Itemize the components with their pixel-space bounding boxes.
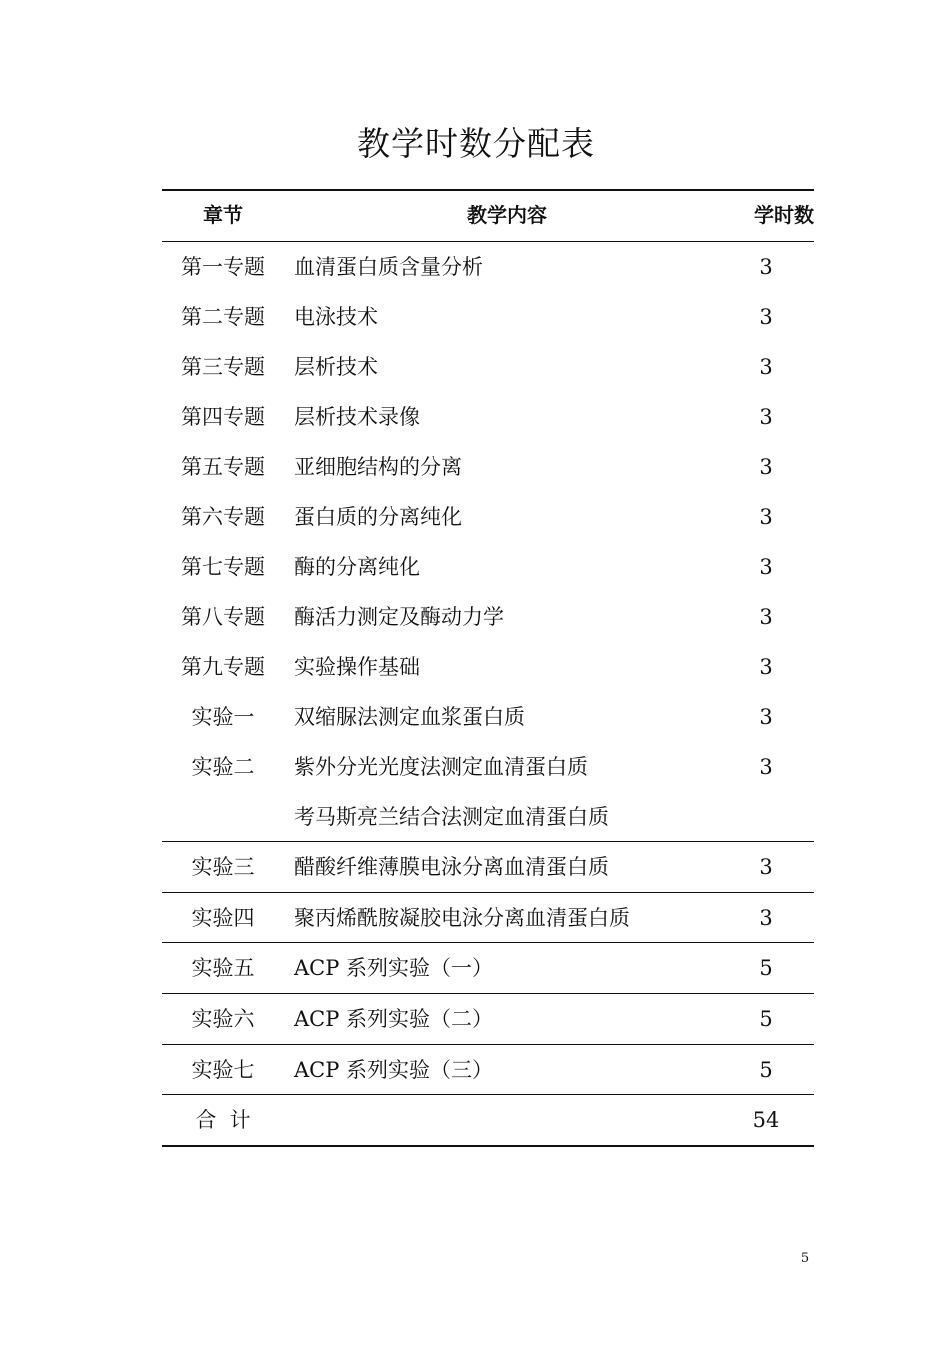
- total-hours: 54: [752, 1108, 780, 1132]
- table-row: [162, 292, 814, 342]
- row-content: ACP 系列实验（三）: [294, 1058, 494, 1082]
- row-content: 聚丙烯酰胺凝胶电泳分离血清蛋白质: [294, 906, 630, 930]
- row-chapter: 实验一: [191, 705, 255, 729]
- row-chapter: 第四专题: [181, 405, 265, 429]
- table-row: [162, 742, 814, 792]
- row-chapter: 实验四: [191, 906, 255, 930]
- row-chapter: 实验七: [191, 1058, 255, 1082]
- table-row: [162, 442, 814, 492]
- row-hours: 3: [759, 906, 773, 930]
- row-hours: 3: [759, 755, 773, 779]
- row-chapter: 第六专题: [181, 505, 265, 529]
- row-content: 酶的分离纯化: [294, 555, 420, 579]
- table-row: [162, 893, 814, 943]
- row-content: 蛋白质的分离纯化: [294, 505, 462, 529]
- row-hours: 3: [759, 405, 773, 429]
- row-chapter: 实验三: [191, 855, 255, 879]
- row-content: 酶活力测定及酶动力学: [294, 605, 504, 629]
- row-hours: 5: [759, 1007, 773, 1031]
- page-number: 5: [800, 1251, 810, 1266]
- table-row: [162, 342, 814, 392]
- row-content: ACP 系列实验（二）: [294, 1007, 494, 1031]
- table-row: [162, 492, 814, 542]
- row-content: 双缩脲法测定血浆蛋白质: [294, 705, 525, 729]
- table-row: [162, 1045, 814, 1095]
- header-content: 教学内容: [467, 203, 547, 227]
- row-hours: 3: [759, 605, 773, 629]
- row-chapter: 实验六: [191, 1007, 255, 1031]
- row-chapter: 第一专题: [181, 255, 265, 279]
- row-content: ACP 系列实验（一）: [294, 956, 494, 980]
- table-bottom-rule: [162, 1145, 814, 1147]
- header-chapter: 章节: [203, 203, 243, 227]
- total-row: [162, 1095, 814, 1145]
- table-row: [162, 994, 814, 1044]
- table-row: [162, 842, 814, 892]
- row-hours: 3: [759, 855, 773, 879]
- row-hours: 5: [759, 1058, 773, 1082]
- table-row: [162, 692, 814, 742]
- total-label: 合 计: [195, 1108, 251, 1132]
- row-chapter: 第七专题: [181, 555, 265, 579]
- row-content: 考马斯亮兰结合法测定血清蛋白质: [294, 805, 609, 829]
- row-content: 实验操作基础: [294, 655, 420, 679]
- table-row: [162, 642, 814, 692]
- row-hours: 3: [759, 455, 773, 479]
- row-hours: [722, 792, 810, 842]
- row-hours: 5: [759, 956, 773, 980]
- row-content: 血清蛋白质含量分析: [294, 255, 483, 279]
- row-content: 层析技术: [294, 355, 378, 379]
- row-hours: 3: [759, 255, 773, 279]
- table-row: [162, 943, 814, 993]
- table-row: [162, 792, 814, 842]
- row-chapter: 第三专题: [181, 355, 265, 379]
- row-content: 亚细胞结构的分离: [294, 455, 462, 479]
- page-title: 教学时数分配表: [357, 124, 595, 163]
- table-row: [162, 242, 814, 292]
- header-hours: 学时数: [754, 203, 814, 227]
- table-row: [162, 392, 814, 442]
- row-chapter: 第五专题: [181, 455, 265, 479]
- row-hours: 3: [759, 555, 773, 579]
- table-row: [162, 592, 814, 642]
- row-chapter: 第九专题: [181, 655, 265, 679]
- row-content: 紫外分光光度法测定血清蛋白质: [294, 755, 588, 779]
- row-hours: 3: [759, 505, 773, 529]
- row-content: 醋酸纤维薄膜电泳分离血清蛋白质: [294, 855, 609, 879]
- row-content: 层析技术录像: [294, 405, 420, 429]
- table-row: [162, 542, 814, 592]
- row-hours: 3: [759, 655, 773, 679]
- row-chapter: 实验二: [191, 755, 255, 779]
- row-hours: 3: [759, 355, 773, 379]
- row-chapter: 第八专题: [181, 605, 265, 629]
- row-chapter: 实验五: [191, 956, 255, 980]
- table-header: [162, 190, 814, 240]
- row-content: 电泳技术: [294, 305, 378, 329]
- row-hours: 3: [759, 705, 773, 729]
- row-chapter: 第二专题: [181, 305, 265, 329]
- row-hours: 3: [759, 305, 773, 329]
- row-chapter: [162, 792, 284, 842]
